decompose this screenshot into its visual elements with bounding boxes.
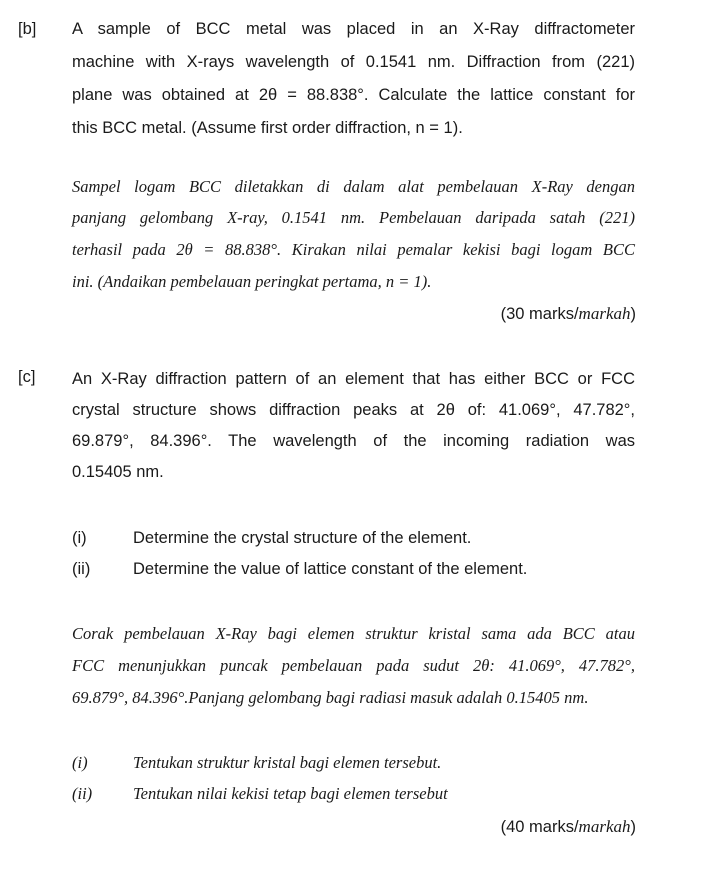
section-b-marks — [501, 304, 636, 324]
section-b-label: [b] — [18, 20, 37, 38]
section-c-label: [c] — [18, 368, 36, 386]
section-b-malay-line: terhasil pada 2θ = 88.838°. Kirakan nilai pemalar kekisi bagi logam BCC — [72, 240, 635, 259]
sub-item-text: Determine the crystal structure of the element. — [133, 529, 472, 547]
marks-text-italic: markah — [578, 817, 631, 836]
section-b-malay-line: ini. (Andaikan pembelauan peringkat pertama, n = 1). — [72, 272, 432, 291]
section-c-english-line: 0.15405 nm. — [72, 463, 164, 481]
marks-close: ) — [630, 818, 636, 836]
section-c-malay-line: FCC menunjukkan puncak pembelauan pada sudut 2θ: 41.069°, 47.782°, — [72, 656, 635, 675]
malay-sub-item-number: (ii) — [72, 784, 93, 803]
sub-item-number: (i) — [72, 529, 87, 547]
malay-sub-item-text: Tentukan struktur kristal bagi elemen tersebut. — [133, 753, 442, 772]
malay-sub-item-text: Tentukan nilai kekisi tetap bagi elemen tersebut — [133, 784, 448, 803]
marks-close: ) — [630, 305, 636, 323]
section-c-english-line: An X-Ray diffraction pattern of an element that has either BCC or FCC — [72, 370, 635, 388]
section-b-english-line: plane was obtained at 2θ = 88.838°. Calculate the lattice constant for — [72, 86, 635, 104]
sub-item-text: Determine the value of lattice constant of the element. — [133, 560, 528, 578]
marks-text: (40 marks/ — [500, 818, 579, 836]
section-b-english-line: this BCC metal. (Assume first order diffraction, n = 1). — [72, 119, 463, 137]
marks-text: (30 marks/ — [500, 305, 579, 323]
sub-item-number: (ii) — [72, 560, 91, 578]
section-b-malay-line: panjang gelombang X-ray, 0.1541 nm. Pembelauan daripada satah (221) — [72, 208, 635, 227]
section-b-malay-line: Sampel logam BCC diletakkan di dalam alat pembelauan X-Ray dengan — [72, 177, 635, 196]
section-b-english-line: machine with X-rays wavelength of 0.1541 nm. Diffraction from (221) — [72, 53, 635, 71]
marks-text-italic: markah — [578, 304, 631, 323]
malay-sub-item-number: (i) — [72, 753, 88, 772]
section-c-malay-line: 69.879°, 84.396°.Panjang gelombang bagi radiasi masuk adalah 0.15405 nm. — [72, 688, 589, 707]
section-b-english-line: A sample of BCC metal was placed in an X-Ray diffractometer — [72, 20, 635, 38]
section-c-english-line: crystal structure shows diffraction peaks at 2θ of: 41.069°, 47.782°, — [72, 401, 635, 419]
section-c-english-line: 69.879°, 84.396°. The wavelength of the incoming radiation was — [72, 432, 635, 450]
section-c-malay-line: Corak pembelauan X-Ray bagi elemen struktur kristal sama ada BCC atau — [72, 624, 635, 643]
section-c-marks — [501, 817, 636, 837]
